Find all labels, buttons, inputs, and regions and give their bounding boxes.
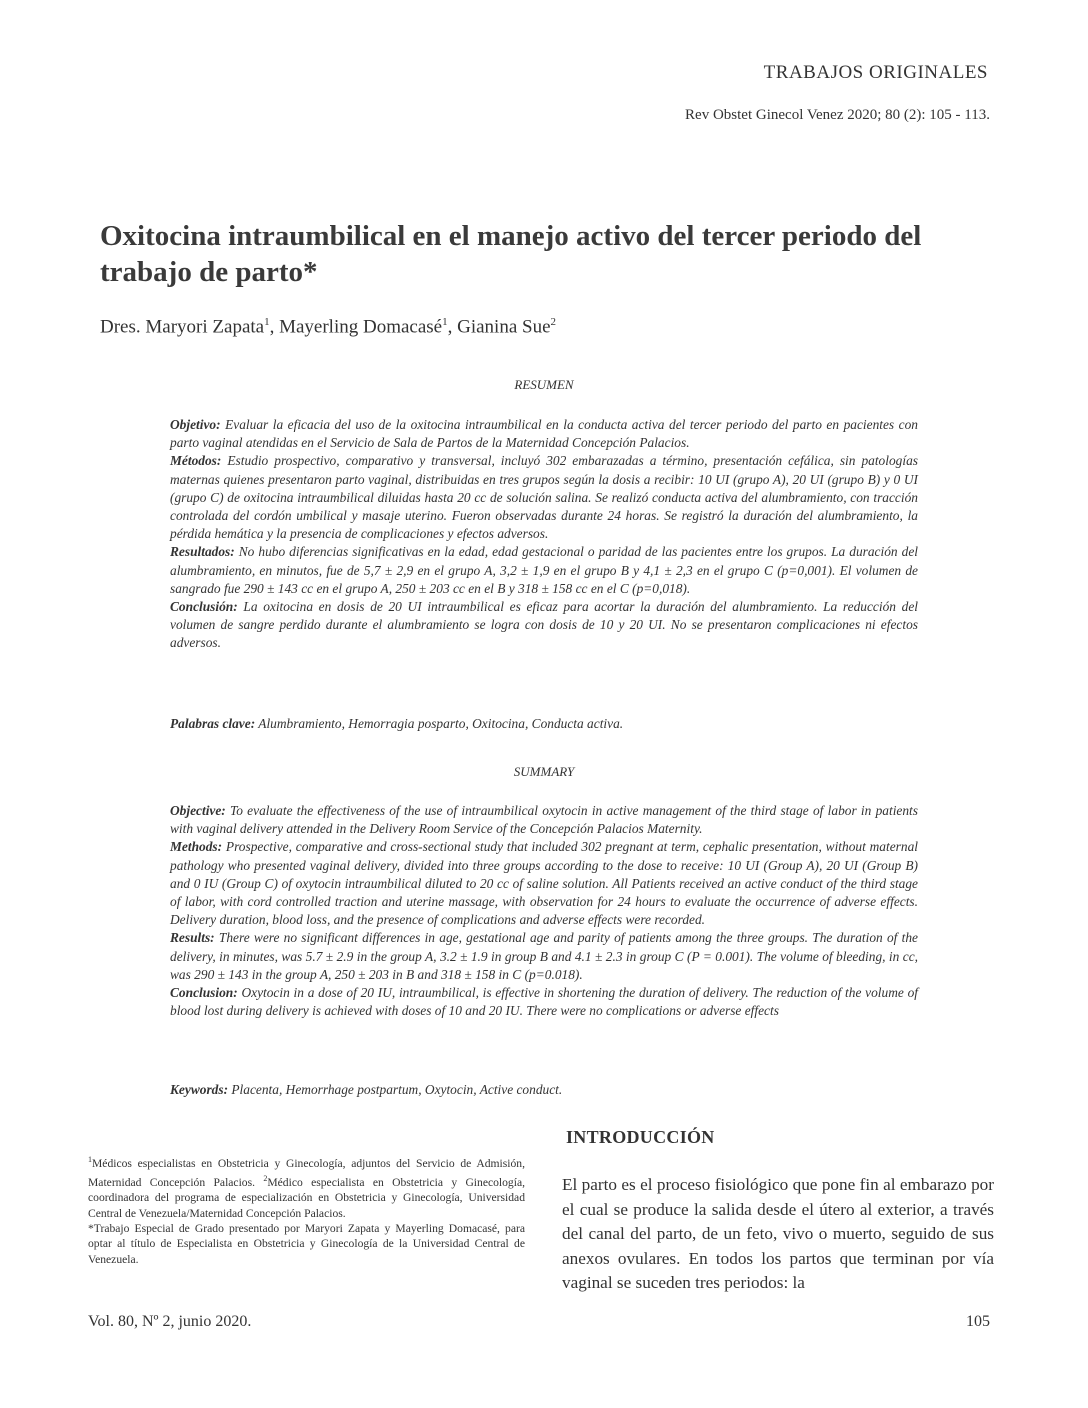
- paragraph-text: There were no significant differences in age, gestational age and parity of patients among the three groups. The duration of the delivery, in minutes, was 5.7 ± 2.9 in the group A, 3.2 ± 1.9 in group B and 4.1 ± 2.3 in group C (P = 0.001). The volume of bleeding, in cc, was 290 ± 143 in the group A, 250 ± 203 in B and 318 ± 158 in C (p=0.018).: [170, 930, 918, 982]
- paragraph-label: Métodos:: [170, 453, 222, 469]
- abstract-paragraph: [170, 416, 918, 452]
- author-affiliation-mark: 1: [442, 316, 448, 328]
- author-name: Mayerling Domacasé: [279, 316, 443, 338]
- author-affiliation-mark: 2: [550, 316, 557, 328]
- abstract-paragraph: [170, 802, 918, 838]
- paragraph-text: Estudio prospectivo, comparativo y transversal, incluyó 302 embarazadas a término, presentación cefálica, sin patologías maternas quienes presentaron parto vaginal, distribuidas en tres grupos según la dosis a recibir: 10 UI (grupo A), 20 UI (grupo B) y 0 UI (grupo C) de oxitocina intraumbilical diluidas hasta 20 cc de solución salina. Se realizó conducta activa del alumbramiento, con tracción controlada del cordón umbilical y masaje uterino. Fueron observadas durante 24 horas. Se registró la duración del alumbramiento, la pérdida hemática y la presencia de complicaciones y efectos adversos.: [170, 453, 918, 542]
- summary-heading: SUMMARY: [513, 764, 575, 779]
- author-name: Maryori Zapata: [145, 316, 265, 338]
- paragraph-text: Evaluar la eficacia del uso de la oxitocina intraumbilical en la conducta activa del tercer periodo del parto en pacientes con parto vaginal atendidas en el Servicio de Sala de Partos de la Maternidad Concepción Palacios.: [170, 417, 918, 451]
- journal-citation: Rev Obstet Ginecol Venez 2020; 80 (2): 105 - 113.: [685, 107, 990, 123]
- abstract-paragraph: [170, 598, 918, 653]
- paragraph-label: Objetivo:: [170, 417, 221, 432]
- footnote-thesis: *Trabajo Especial de Grado presentado por Maryori Zapata y Mayerling Domacasé, para optar al título de Especialista en Obstetricia y Ginecología de la Universidad Central de Venezuela.: [88, 1221, 525, 1266]
- paragraph-label: Objective:: [170, 803, 226, 818]
- paragraph-label: Conclusión:: [170, 599, 238, 615]
- footer-volume: Vol. 80, Nº 2, junio 2020.: [88, 1313, 252, 1330]
- introduction-text: El parto es el proceso fisiológico que pone fin al embarazo por el cual se produce la salida desde el útero al exterior, a través del canal del parto, de un feto, vivo o muerto, seguido de sus anexos ovulares. En todos los partos que terminan por vía vaginal se suceden tres periodos: la: [562, 1175, 994, 1292]
- keywords-text: Placenta, Hemorrhage postpartum, Oxytocin, Active conduct.: [228, 1082, 563, 1097]
- paragraph-label: Methods:: [170, 839, 223, 855]
- author-list: Dres. Maryori Zapata$^1$, Mayerling Domacasé$^1$, Gianina Sue$^2$: [100, 316, 557, 338]
- author-affiliation-mark: 1: [264, 316, 270, 328]
- keywords-label: Palabras clave:: [170, 716, 256, 731]
- resumen-heading: RESUMEN: [514, 377, 574, 392]
- introduction-heading: INTRODUCCIÓN: [566, 1127, 715, 1147]
- abstract-paragraph: [170, 838, 918, 929]
- page-number: 105: [966, 1313, 990, 1330]
- summary-keywords: [170, 1081, 918, 1099]
- paragraph-label: Results:: [170, 930, 215, 946]
- paragraph-text: Prospective, comparative and cross-sectional study that included 302 pregnant at term, cephalic presentation, without maternal pathology who presented vaginal delivery, divided into three groups according to the dose to receive: 10 UI (Group A), 20 UI (Group B) and 0 IU (Group C) of oxytocin intraumbilical diluted to 20 cc of saline solution. All Patients received an active conduct of the third stage of labor, with cord controlled traction and uterine massage, with observation for 24 hours to evaluate the occurrence of adverse effects. Delivery duration, blood loss, and the presence of complications and adverse effects were recorded.: [170, 839, 918, 928]
- abstract-paragraph: [170, 452, 918, 543]
- resumen-keywords: [170, 715, 918, 733]
- abstract-paragraph: [170, 984, 918, 1020]
- summary-body: [170, 802, 918, 1020]
- authors-prefix: Dres.: [100, 316, 141, 338]
- abstract-paragraph: [170, 929, 918, 984]
- resumen-body: [170, 416, 918, 653]
- keywords-label: Keywords:: [170, 1082, 229, 1097]
- article-title: Oxitocina intraumbilical en el manejo activo del tercer periodo del trabajo de parto*: [100, 220, 922, 288]
- footnote-affiliations: $^1$Médicos especialistas en Obstetricia y Ginecología, adjuntos del Servicio de Admisión, Maternidad Concepción Palacios. $^2$Médico especialista en Obstetricia y Ginecología, coordinadora del programa de especialización en Obstetricia y Ginecología, Universidad Central de Venezuela/Maternidad Concepción Palacios.: [88, 1155, 525, 1220]
- abstract-paragraph: [170, 543, 918, 598]
- footnotes: [88, 1152, 525, 1267]
- paragraph-label: Resultados:: [170, 544, 235, 560]
- keywords-text: Alumbramiento, Hemorragia posparto, Oxitocina, Conducta activa.: [255, 716, 624, 731]
- section-label: TRABAJOS ORIGINALES: [763, 62, 988, 83]
- paragraph-label: Conclusion:: [170, 985, 238, 1001]
- author-name: Gianina Sue: [457, 316, 551, 338]
- paragraph-text: Oxytocin in a dose of 20 IU, intraumbilical, is effective in shortening the duration of delivery. The reduction of the volume of blood lost during delivery is achieved with doses of 10 and 20 IU. There were no complications or adverse effects: [170, 985, 918, 1019]
- paragraph-text: To evaluate the effectiveness of the use of intraumbilical oxytocin in active management of the third stage of labor in patients with vaginal delivery attended in the Delivery Room Service of the Concepción Palacios Maternity.: [170, 803, 918, 837]
- paragraph-text: La oxitocina en dosis de 20 UI intraumbilical es eficaz para acortar la duración del alumbramiento. La reducción del volumen de sangre perdido durante el alumbramiento se logra con dosis de 10 y 20 UI. No se presentaron complicaciones ni efectos adversos.: [170, 599, 918, 651]
- paragraph-text: No hubo diferencias significativas en la edad, edad gestacional o paridad de las pacientes entre los grupos. La duración del alumbramiento, en minutos, fue de 5,7 ± 2,9 en el grupo A, 3,2 ± 1,9 en el grupo B y 4,1 ± 2,3 en el grupo C (p=0,001). El volumen de sangrado fue 290 ± 143 cc en el grupo A, 250 ± 203 cc en el B y 318 ± 158 cc en el C (p=0,018).: [170, 544, 918, 596]
